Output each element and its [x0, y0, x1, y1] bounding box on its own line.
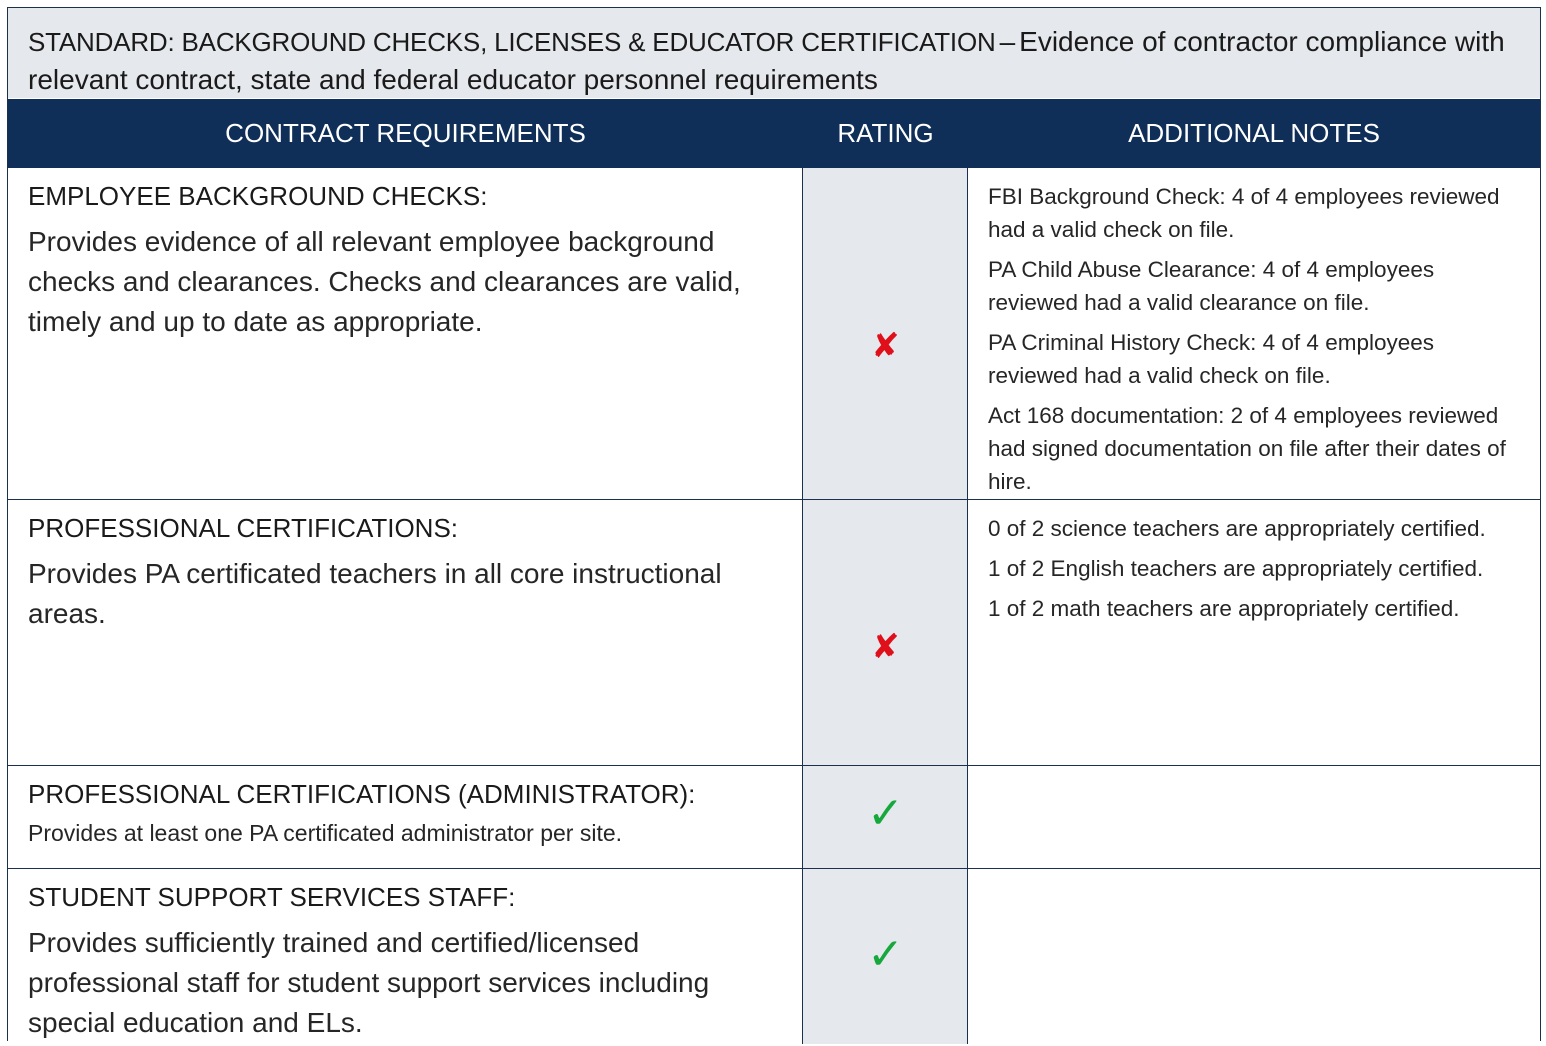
header-contract-requirements: CONTRACT REQUIREMENTS — [225, 118, 586, 148]
requirement-title: EMPLOYEE BACKGROUND CHECKS: — [28, 181, 488, 211]
check-icon: ✓ — [867, 788, 904, 839]
table-row — [8, 869, 1540, 1044]
notes-cell — [968, 168, 1540, 500]
notes-cell — [968, 766, 1540, 869]
note-item: 1 of 2 math teachers are appropriately certified. — [988, 596, 1460, 621]
compliance-table — [7, 7, 1541, 1041]
requirement-cell — [8, 869, 803, 1044]
requirement-title: STUDENT SUPPORT SERVICES STAFF: — [28, 882, 516, 912]
note-item: PA Child Abuse Clearance: 4 of 4 employees reviewed had a valid clearance on file. — [988, 257, 1435, 315]
requirement-title: PROFESSIONAL CERTIFICATIONS: — [28, 513, 459, 543]
rating-cell — [803, 766, 968, 869]
cross-icon: ✘ — [871, 326, 900, 366]
notes-cell — [968, 869, 1540, 1044]
requirement-description: Provides PA certificated teachers in all core instructional areas. — [28, 558, 722, 629]
requirement-description: Provides sufficiently trained and certified/licensed professional staff for student support services including special education and ELs. — [28, 927, 710, 1038]
note-item: 1 of 2 English teachers are appropriately certified. — [988, 556, 1484, 581]
note-item: Act 168 documentation: 2 of 4 employees reviewed had signed documentation on file after their dates of hire. — [988, 403, 1506, 494]
header-additional-notes: ADDITIONAL NOTES — [1128, 118, 1380, 148]
standard-banner — [8, 8, 1540, 98]
rating-cell — [803, 869, 968, 1044]
standard-description: Evidence of contractor compliance with relevant contract, state and federal educator personnel requirements — [28, 26, 1505, 95]
requirement-cell — [8, 500, 803, 766]
requirement-title: PROFESSIONAL CERTIFICATIONS (ADMINISTRATOR): — [28, 779, 696, 809]
header-rating: RATING — [837, 118, 934, 148]
notes-cell — [968, 500, 1540, 766]
table-row — [8, 500, 1540, 766]
table-row — [8, 766, 1540, 869]
table-row — [8, 168, 1540, 500]
note-item: 0 of 2 science teachers are appropriately certified. — [988, 516, 1486, 541]
requirement-description: Provides at least one PA certificated administrator per site. — [28, 820, 623, 846]
standard-heading: STANDARD: BACKGROUND CHECKS, LICENSES & EDUCATOR CERTIFICATION — [28, 27, 996, 57]
note-item: PA Criminal History Check: 4 of 4 employees reviewed had a valid check on file. — [988, 330, 1435, 388]
standard-dash: – — [999, 26, 1016, 57]
cross-icon: ✘ — [871, 627, 900, 667]
rating-cell — [803, 500, 968, 766]
requirement-cell — [8, 168, 803, 500]
requirement-cell — [8, 766, 803, 869]
requirement-description: Provides evidence of all relevant employee background checks and clearances. Checks and clearances are valid, timely and up to date as appropriate. — [28, 226, 741, 337]
table-header — [8, 99, 1540, 168]
rating-cell — [803, 168, 968, 500]
check-icon: ✓ — [867, 929, 904, 980]
note-item: FBI Background Check: 4 of 4 employees reviewed had a valid check on file. — [988, 184, 1500, 242]
